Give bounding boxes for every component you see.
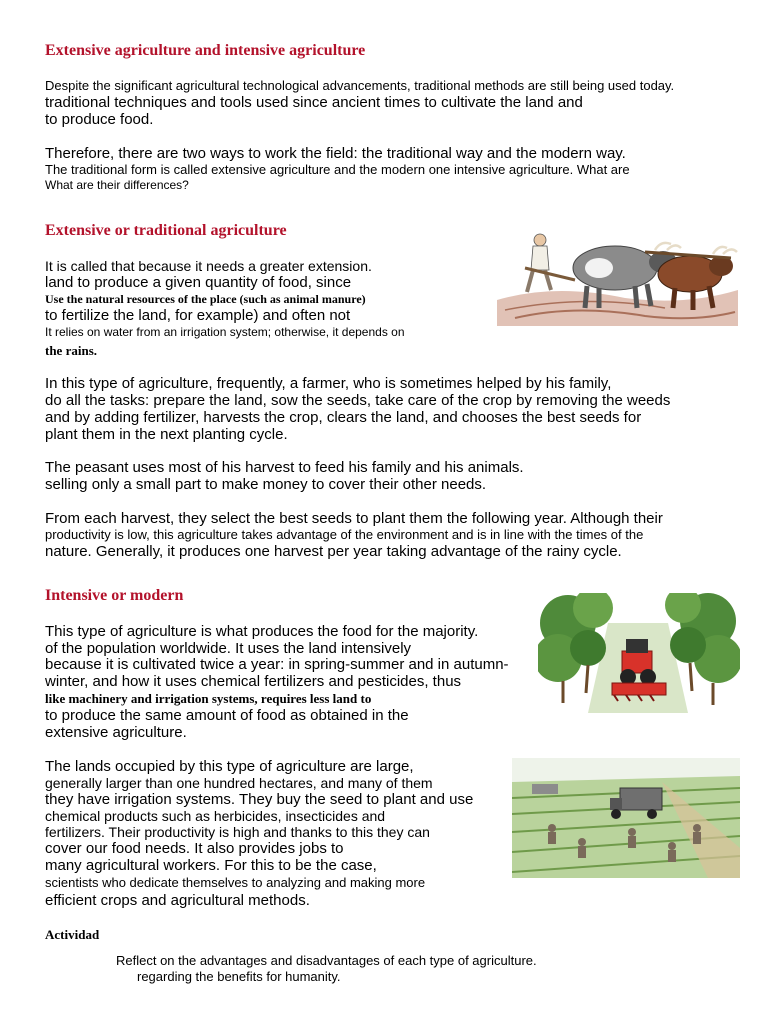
intensive-line: winter, and how it uses chemical fertilizers and pesticides, thus — [45, 673, 462, 690]
intro-line: Therefore, there are two ways to work the field: the traditional way and the modern way. — [45, 145, 626, 162]
intensive-line: generally larger than one hundred hectares, and many of them — [45, 775, 433, 791]
extensive-line: nature. Generally, it produces one harvest per year taking advantage of the rainy cycle. — [45, 543, 622, 560]
intensive-line: scientists who dedicate themselves to analyzing and making more — [45, 875, 426, 890]
intro-line: to produce food. — [45, 111, 154, 128]
intensive-line: they have irrigation systems. They buy the seed to plant and use — [45, 791, 474, 808]
extensive-line: productivity is low, this agriculture takes advantage of the environment and is in line with the times of the — [45, 527, 644, 542]
tractor-orchard-illustration — [538, 593, 740, 713]
activity-item — [116, 954, 537, 967]
intro-line: Despite the significant agricultural technological advancements, traditional methods are still being used today. — [45, 78, 675, 93]
extensive-line: selling only a small part to make money to cover their other needs. — [45, 476, 487, 493]
intensive-line: efficient crops and agricultural methods. — [45, 892, 310, 909]
activity-text: regarding the benefits for humanity. — [137, 969, 341, 984]
extensive-line: and by adding fertilizer, harvests the crop, clears the land, and chooses the best seeds for — [45, 409, 642, 426]
intro-line: traditional techniques and tools used since ancient times to cultivate the land and — [45, 94, 583, 111]
intro-line: What are their differences? — [45, 178, 189, 192]
field-workers-illustration — [512, 758, 740, 878]
extensive-line: It relies on water from an irrigation system; otherwise, it depends on — [45, 325, 405, 339]
extensive-line: to fertilize the land, for example) and often not — [45, 307, 351, 324]
extensive-line: do all the tasks: prepare the land, sow the seeds, take care of the crop by removing the weeds — [45, 392, 671, 409]
intensive-line: cover our food needs. It also provides jobs to — [45, 840, 344, 857]
extensive-line: plant them in the next planting cycle. — [45, 426, 288, 443]
intensive-line: The lands occupied by this type of agriculture are large, — [45, 758, 414, 775]
extensive-line: land to produce a given quantity of food, since — [45, 274, 352, 291]
intensive-line: of the population worldwide. It uses the land intensively — [45, 640, 412, 657]
activity-text: Reflect on the advantages and disadvantages of each type of agriculture. — [116, 953, 537, 968]
extensive-line: In this type of agriculture, frequently, a farmer, who is sometimes helped by his family, — [45, 375, 612, 392]
extensive-line: Use the natural resources of the place (such as animal manure) — [45, 292, 366, 306]
oxen-plough-illustration — [495, 228, 740, 326]
intensive-heading: Intensive or modern — [45, 587, 184, 604]
intensive-line: chemical products such as herbicides, insecticides and — [45, 808, 386, 824]
intensive-line: like machinery and irrigation systems, requires less land to — [45, 691, 372, 706]
intensive-line: many agricultural workers. For this to be the case, — [45, 857, 377, 874]
main-title: Extensive agriculture and intensive agriculture — [45, 42, 366, 59]
extensive-heading: Extensive or traditional agriculture — [45, 222, 287, 239]
extensive-line: From each harvest, they select the best seeds to plant them the following year. Although their — [45, 510, 663, 527]
extensive-line: the rains. — [45, 343, 97, 358]
intensive-line: fertilizers. Their productivity is high and thanks to this they can — [45, 824, 430, 840]
intensive-line: to produce the same amount of food as obtained in the — [45, 707, 409, 724]
extensive-line: It is called that because it needs a greater extension. — [45, 258, 372, 274]
extensive-line: The peasant uses most of his harvest to feed his family and his animals. — [45, 459, 524, 476]
intensive-line: because it is cultivated twice a year: in spring-summer and in autumn- — [45, 656, 509, 673]
intensive-line: This type of agriculture is what produces the food for the majority. — [45, 623, 479, 640]
intro-line: The traditional form is called extensive agriculture and the modern one intensive agriculture. What are — [45, 162, 630, 177]
intensive-line: extensive agriculture. — [45, 724, 187, 741]
activity-heading: Actividad — [45, 927, 100, 942]
